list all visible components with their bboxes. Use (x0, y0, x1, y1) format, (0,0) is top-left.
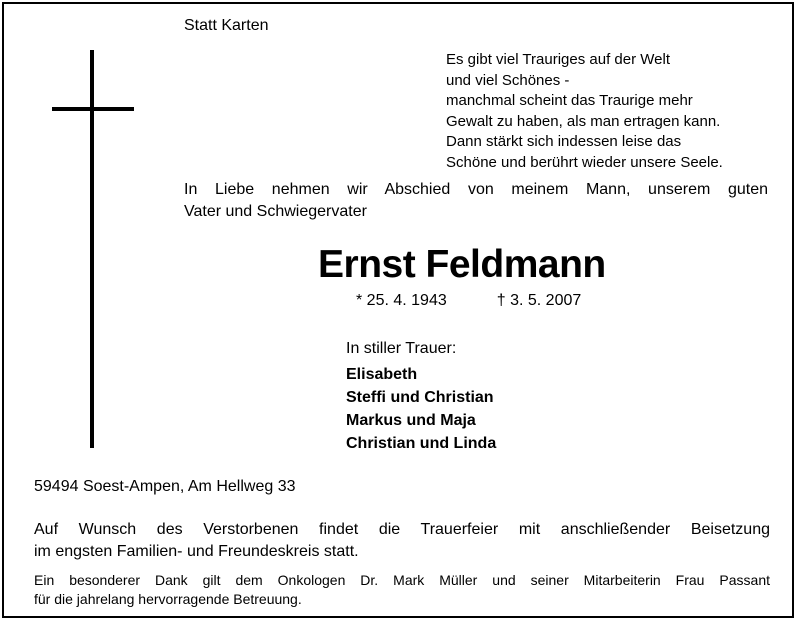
mourner-name: Steffi und Christian (346, 389, 494, 406)
life-dates (356, 291, 581, 311)
funeral-note (34, 519, 770, 563)
poem-line: Schöne und berührt wieder unsere Seele. (446, 153, 723, 171)
poem-line: Gewalt zu haben, als man ertragen kann. (446, 112, 721, 130)
funeral-line: im engsten Familien- und Freundeskreis statt. (34, 543, 359, 560)
mourning-label: In stiller Trauer: (346, 340, 457, 357)
notice-heading: Statt Karten (184, 17, 269, 34)
funeral-line: Auf Wunsch des Verstorbenen findet die Trauerfeier mit anschließender Beisetzung (34, 521, 770, 538)
obituary-notice (2, 2, 794, 618)
thanks-line: für die jahrelang hervorragende Betreuung. (34, 591, 302, 607)
mourner-name: Christian und Linda (346, 435, 497, 452)
poem (446, 50, 723, 173)
birth-date: * 25. 4. 1943 (356, 292, 447, 309)
mourner-name: Elisabeth (346, 366, 418, 383)
poem-line: und viel Schönes - (446, 71, 570, 89)
poem-line: Es gibt viel Trauriges auf der Welt (446, 51, 670, 68)
deceased-name: Ernst Feldmann (318, 243, 606, 286)
poem-line: manchmal scheint das Traurige mehr (446, 92, 693, 109)
mourners-list (346, 363, 496, 455)
intro-line: Vater und Schwiegervater (184, 203, 367, 220)
cross-icon-bar (52, 107, 134, 111)
intro-text (184, 179, 768, 223)
death-date: † 3. 5. 2007 (496, 292, 582, 309)
mourner-name: Markus und Maja (346, 412, 476, 429)
thanks-line: Ein besonderer Dank gilt dem Onkologen Dr. Mark Müller und seiner Mitarbeiterin Frau Passant (34, 572, 770, 588)
family-address: 59494 Soest-Ampen, Am Hellweg 33 (34, 478, 296, 495)
thanks-note (34, 571, 770, 609)
intro-line: In Liebe nehmen wir Abschied von meinem Mann, unserem guten (184, 181, 768, 198)
poem-line: Dann stärkt sich indessen leise das (446, 133, 682, 150)
